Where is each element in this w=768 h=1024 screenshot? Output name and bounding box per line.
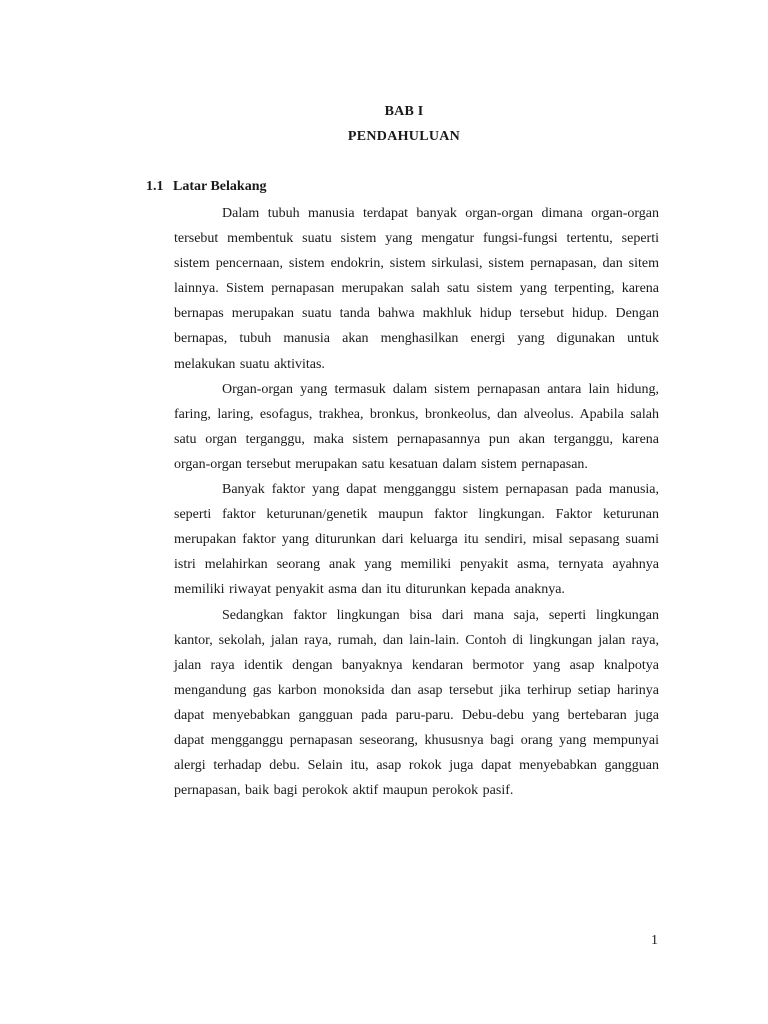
section-number: 1.1 (146, 179, 164, 194)
paragraph: Organ-organ yang termasuk dalam sistem pernapasan antara lain hidung, faring, laring, esofagus, trakhea, bronkus, bronkeolus, dan alveolus. Apabila salah satu organ terganggu, maka sistem pernapasannya pun akan terganggu, karena organ-organ tersebut merupakan satu kesatuan dalam sistem pernapasan. (174, 381, 659, 472)
paragraph: Dalam tubuh manusia terdapat banyak organ-organ dimana organ-organ tersebut membentuk suatu sistem yang mengatur fungsi-fungsi tertentu, seperti sistem pencernaan, sistem endokrin, sistem sirkulasi, sistem pernapasan, dan sitem lainnya. Sistem pernapasan merupakan salah satu sistem yang terpenting, karena bernapas merupakan suatu tanda bahwa makhluk hidup tersebut hidup. Dengan bernapas, tubuh manusia akan menghasilkan energi yang digunakan untuk melakukan suatu aktivitas. (174, 206, 659, 372)
paragraph: Banyak faktor yang dapat mengganggu sistem pernapasan pada manusia, seperti faktor keturunan/genetik maupun faktor lingkungan. Faktor keturunan merupakan faktor yang diturunkan dari keluarga itu sendiri, misal sepasang suami istri melahirkan seorang anak yang memiliki penyakit asma, ternyata ayahnya memiliki riwayat penyakit asma dan itu diturunkan kepada anaknya. (174, 482, 659, 598)
chapter-number: BAB I (384, 104, 424, 119)
section-heading (146, 179, 266, 195)
body-text (174, 201, 659, 803)
paragraph: Sedangkan faktor lingkungan bisa dari mana saja, seperti lingkungan kantor, sekolah, jalan raya, rumah, dan lain-lain. Contoh di lingkungan jalan raya, jalan raya identik dengan banyaknya kendaran bermotor yang asap knalpotya mengandung gas karbon monoksida dan asap tersebut jika terhirup setiap harinya dapat menyebabkan gangguan pada paru-paru. Debu-debu yang bertebaran juga dapat mengganggu pernapasan seseorang, khususnya bagi orang yang mempunyai alergi terhadap debu. Selain itu, asap rokok juga dapat menyebabkan gangguan pernapasan, baik bagi perokok aktif maupun perokok pasif. (174, 607, 659, 799)
section-title: Latar Belakang (173, 179, 267, 194)
page-number: 1 (651, 933, 658, 948)
chapter-title: PENDAHULUAN (347, 129, 461, 144)
